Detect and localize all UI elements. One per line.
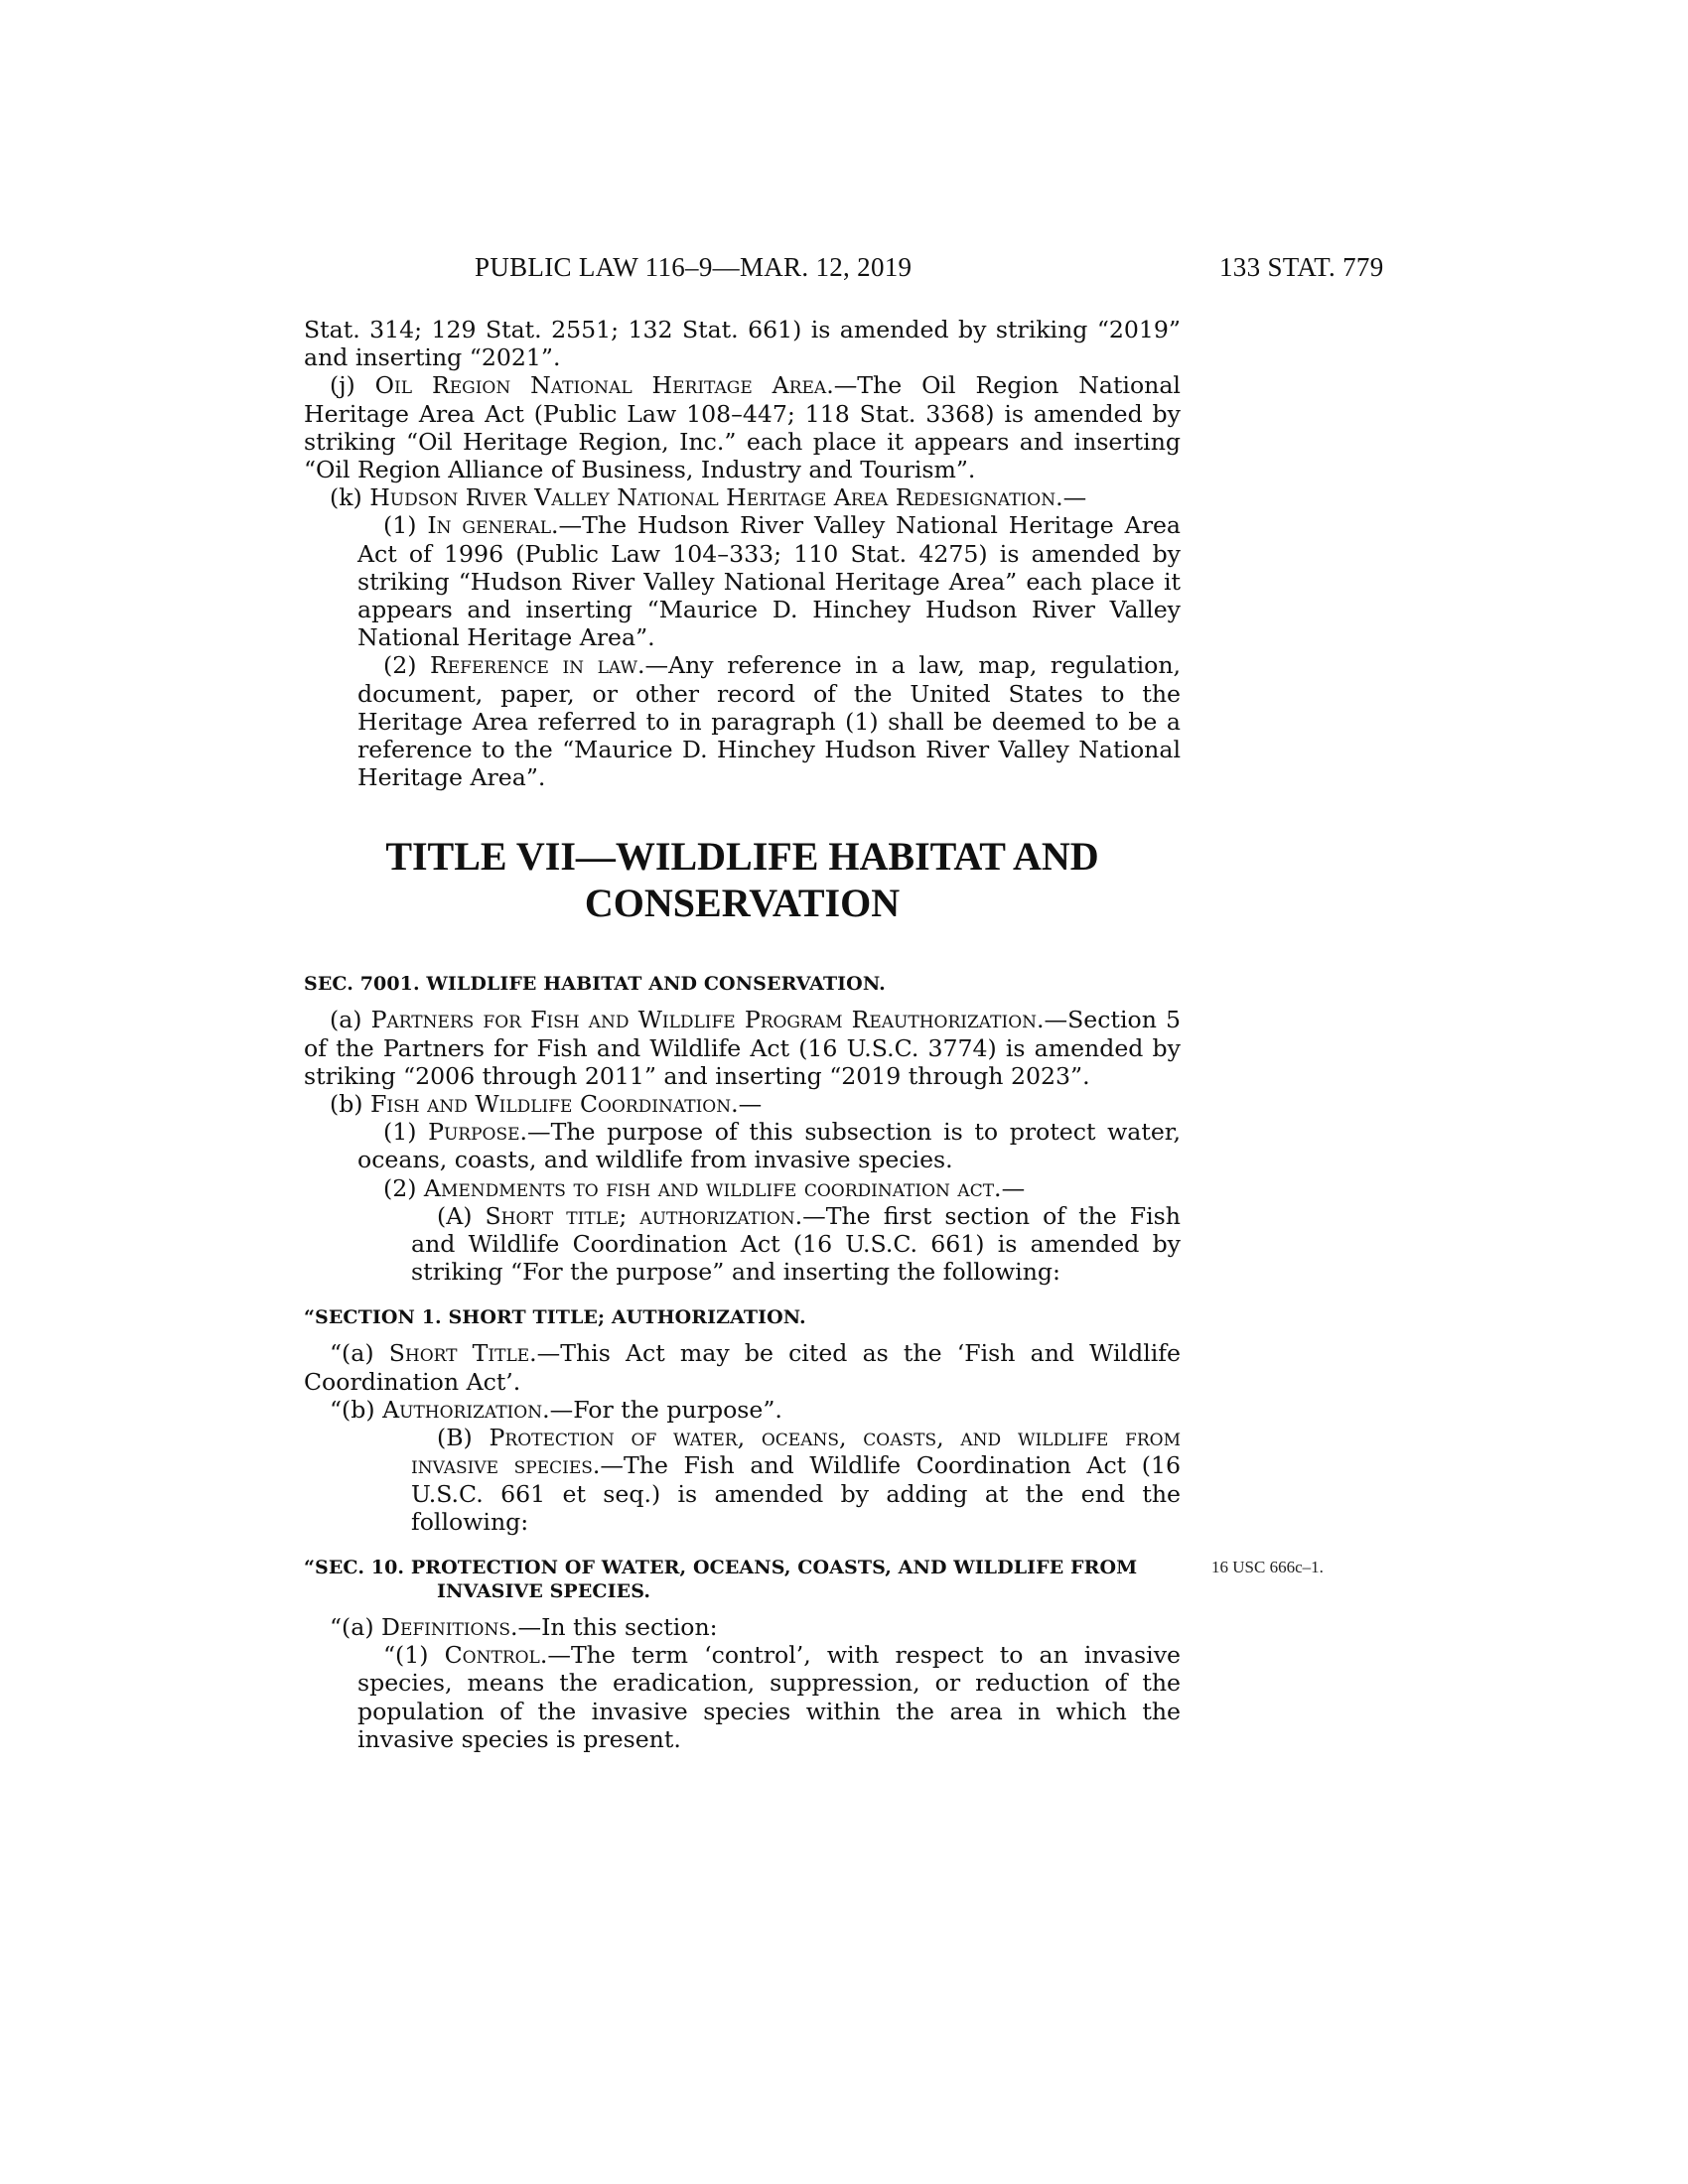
section-10-heading: “SEC. 10. PROTECTION OF WATER, OCEANS, COASTS, AND WILDLIFE FROM INVASIVE SPECIES. (304, 1556, 1138, 1602)
title-line-1: TITLE VII—WILDLIFE HABITAT AND (385, 834, 1099, 880)
section-7001-b-1: (1) Purpose.—The purpose of this subsection is to protect water, oceans, coasts, and wildlife from invasive species. (357, 1118, 1181, 1174)
paragraph-j: (j) Oil Region National Heritage Area.—The Oil Region National Heritage Area Act (Public Law 108–447; 118 Stat. 3368) is amended by striking “Oil Heritage Region, Inc.” each place it appears and inserting “Oil Region Alliance of Business, Industry and Tourism”. (304, 371, 1181, 484)
section-10-a: “(a) Definitions.—In this section: (330, 1612, 718, 1641)
document-body (304, 316, 1181, 1753)
section-7001-b: (b) Fish and Wildlife Coordination.— (330, 1090, 763, 1119)
paragraph-j-heading: Oil Region National Heritage Area. (374, 371, 834, 400)
page-header (0, 252, 1688, 292)
margin-citation: 16 USC 666c–1. (1211, 1557, 1324, 1576)
section-7001-b-2-B: (B) Protection of water, oceans, coasts, and wildlife from invasive species.—The Fish and Wildlife Coordination Act (16 U.S.C. 661 et seq.) is amended by adding at the end the following: (411, 1424, 1182, 1536)
section-1-heading: “SECTION 1. SHORT TITLE; AUTHORIZATION. (304, 1306, 806, 1329)
section-1-b: “(b) Authorization.—For the purpose”. (330, 1395, 782, 1424)
title-line-2: CONSERVATION (584, 881, 901, 926)
section-10-a-1: “(1) Control.—The term ‘control’, with respect to an invasive species, means the eradication, suppression, or reduction of the population of the invasive species within the area in which the invasive species is present. (357, 1641, 1181, 1753)
title-heading (304, 833, 1181, 926)
paragraph-k-heading: Hudson River Valley National Heritage Area Redesignation. (369, 483, 1063, 512)
section-7001-heading: SEC. 7001. WILDLIFE HABITAT AND CONSERVATION. (304, 973, 886, 996)
section-1-a: “(a) Short Title.—This Act may be cited as the ‘Fish and Wildlife Coordination Act’. (304, 1339, 1181, 1396)
paragraph-k-1: (1) In general.—The Hudson River Valley National Heritage Area Act of 1996 (Public Law 104–333; 110 Stat. 4275) is amended by striking “Hudson River Valley National Heritage Area” each place it appears and inserting “Maurice D. Hinchey Hudson River Valley National Heritage Area”. (357, 511, 1181, 652)
paragraph-k-2: (2) Reference in law.—Any reference in a law, map, regulation, document, paper, or other record of the United States to the Heritage Area referred to in paragraph (1) shall be deemed to be a reference to the “Maurice D. Hinchey Hudson River Valley National Heritage Area”. (357, 651, 1182, 792)
paragraph-continued: Stat. 314; 129 Stat. 2551; 132 Stat. 661) is amended by striking “2019” and inserting “2021”. (304, 316, 1181, 372)
section-7001-b-2: (2) Amendments to fish and wildlife coordination act.— (383, 1173, 1026, 1202)
running-head-title: PUBLIC LAW 116–9—MAR. 12, 2019 (475, 252, 913, 282)
section-7001-a: (a) Partners for Fish and Wildlife Program Reauthorization.—Section 5 of the Partners for Fish and Wildlife Act (16 U.S.C. 3774) is amended by striking “2006 through 2011” and inserting “2019 through 2023”. (304, 1006, 1182, 1090)
page-number: 133 STAT. 779 (1219, 252, 1384, 282)
paragraph-k: (k) Hudson River Valley National Heritage Area Redesignation.— (330, 483, 1087, 512)
section-7001-b-2-A: (A) Short title; authorization.—The first section of the Fish and Wildlife Coordination Act (16 U.S.C. 661) is amended by striking “For the purpose” and inserting the following: (411, 1201, 1181, 1287)
